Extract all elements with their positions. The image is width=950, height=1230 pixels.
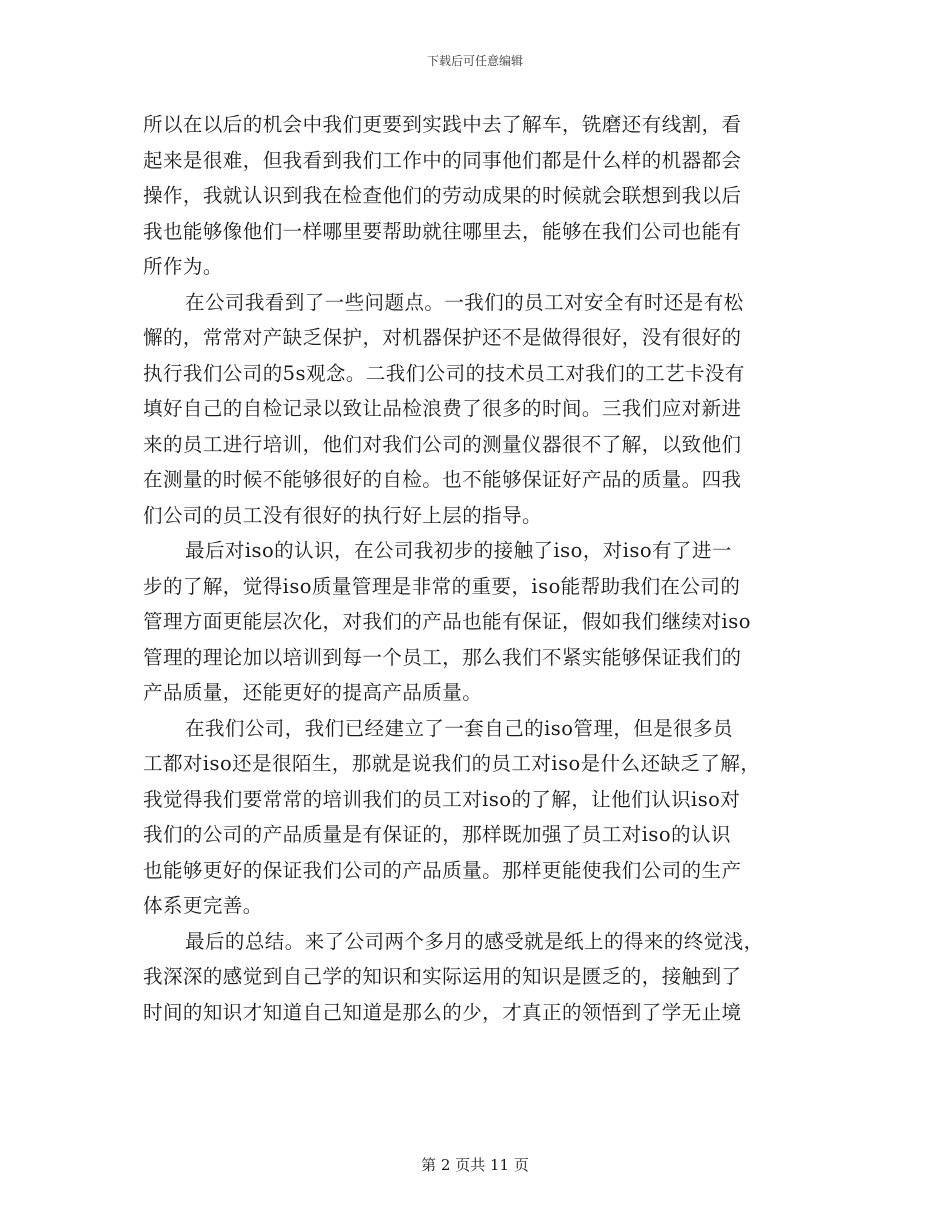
text-line: 在测量的时候不能够很好的自检。也不能够保证好产品的质量。四我 <box>143 468 742 491</box>
text-line: 管理的理论加以培训到每一个员工，那么我们不紧实能够保证我们的 <box>143 645 742 669</box>
text-line: 我也能够像他们一样哪里要帮助就往哪里去，能够在我们公司也能有 <box>143 219 742 243</box>
text-line: 体系更完善。 <box>143 894 263 917</box>
text-line: 时间的知识才知道自己知道是那么的少，才真正的领悟到了学无止境 <box>143 1000 742 1024</box>
paragraph-start-line: 最后的总结。来了公司两个多月的感受就是纸上的得来的终觉浅， <box>185 929 764 953</box>
text-line: 也能够更好的保证我们公司的产品质量。那样更能使我们公司的生产 <box>143 858 742 882</box>
text-line: 产品质量，还能更好的提高产品质量。 <box>143 681 483 704</box>
text-line: 来的员工进行培训，他们对我们公司的测量仪器很不了解，以致他们 <box>143 432 742 456</box>
text-line: 我深深的感觉到自己学的知识和实际运用的知识是匮乏的，接触到了 <box>143 965 742 988</box>
text-line: 起来是很难，但我看到我们工作中的同事他们都是什么样的机器都会 <box>143 148 742 172</box>
text-line: 填好自己的自检记录以致让品检浪费了很多的时间。三我们应对新进 <box>143 397 742 420</box>
document-body <box>143 107 823 1030</box>
text-line: 我们的公司的产品质量是有保证的，那样既加强了员工对iso的认识 <box>143 823 731 846</box>
text-line: 执行我们公司的5s观念。二我们公司的技术员工对我们的工艺卡没有 <box>143 361 745 385</box>
text-line: 管理方面更能层次化，对我们的产品也能有保证，假如我们继续对iso <box>143 610 751 633</box>
text-line: 懈的，常常对产缺乏保护，对机器保护还不是做得很好，没有很好的 <box>143 326 742 349</box>
text-line: 们公司的员工没有很好的执行好上层的指导。 <box>143 503 543 527</box>
paragraph-start-line: 在我们公司，我们已经建立了一套自己的iso管理，但是很多员 <box>185 716 734 740</box>
text-line: 步的了解，觉得iso质量管理是非常的重要，iso能帮助我们在公司的 <box>143 574 741 598</box>
text-line: 我觉得我们要常常的培训我们的员工对iso的了解，让他们认识iso对 <box>143 787 741 811</box>
paragraph-start-line: 在公司我看到了一些问题点。一我们的员工对安全有时还是有松 <box>185 290 744 314</box>
page-number: 第 2 页共 11 页 <box>421 1156 529 1174</box>
text-line: 所以在以后的机会中我们更要到实践中去了解车，铣磨还有线割，看 <box>143 113 742 136</box>
page-header-note: 下载后可任意编辑 <box>426 54 523 68</box>
text-line: 操作，我就认识到我在检查他们的劳动成果的时候就会联想到我以后 <box>143 184 742 207</box>
text-line: 工都对iso还是很陌生，那就是说我们的员工对iso是什么还缺乏了解， <box>143 752 761 775</box>
text-line: 所作为。 <box>143 255 223 278</box>
paragraph-start-line: 最后对iso的认识，在公司我初步的接触了iso，对iso有了进一 <box>185 539 732 562</box>
